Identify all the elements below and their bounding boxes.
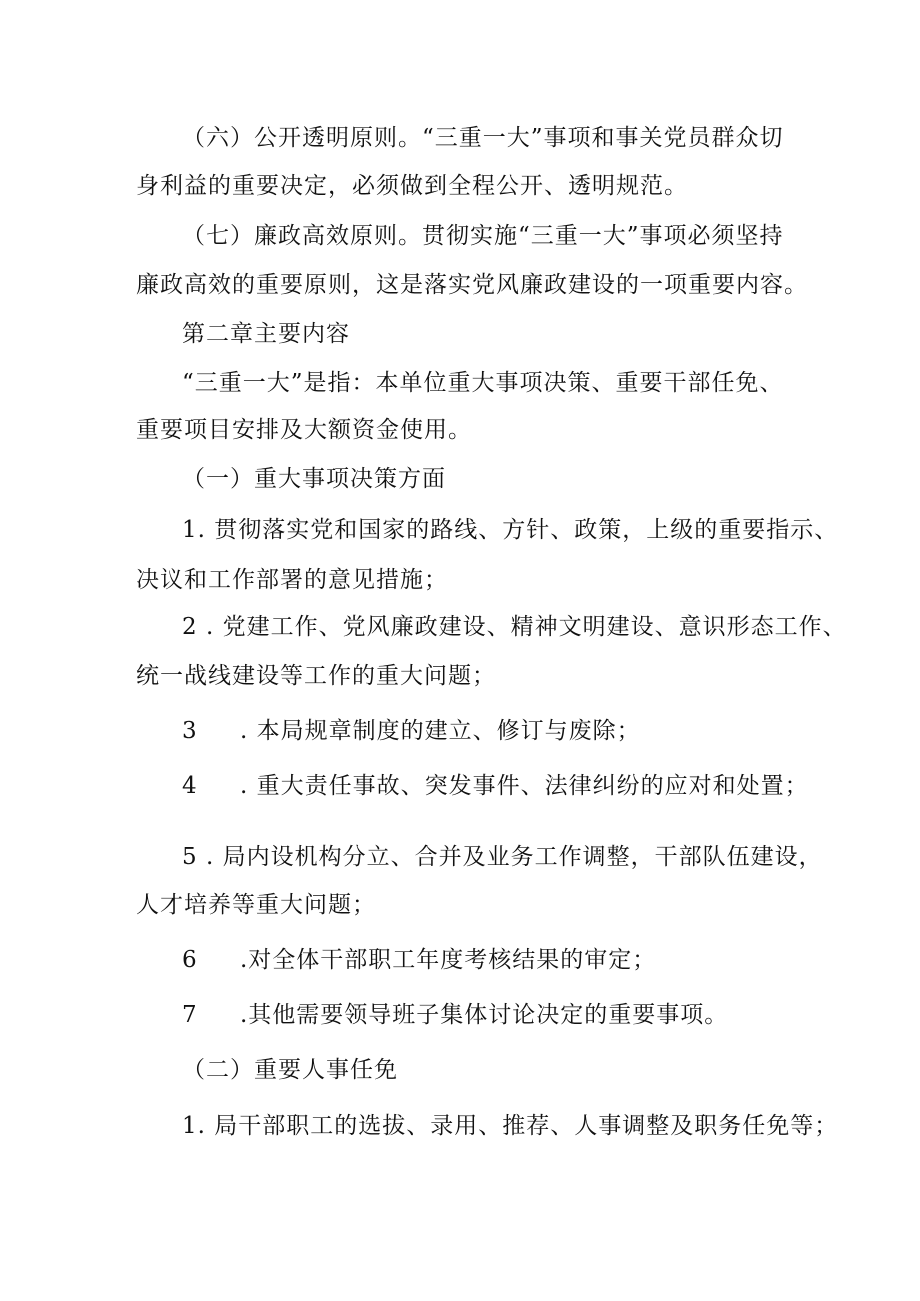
item-5-line-2: 人才培养等重大问题； xyxy=(136,892,376,918)
item-6-number: 6 xyxy=(182,947,197,973)
paragraph-principle-7-line-1: （七）廉政高效原则。贯彻实施“三重一大”事项必须坚持 xyxy=(182,223,784,249)
item-7-number: 7 xyxy=(182,1002,197,1028)
item-5-line-1: 5 . 局内设机构分立、合并及业务工作调整，干部队伍建设， xyxy=(182,844,823,870)
paragraph-principle-6-line-2: 身利益的重要决定，必须做到全程公开、透明规范。 xyxy=(136,173,688,199)
section-2-heading: （二）重要人事任免 xyxy=(182,1057,398,1083)
item-1-line-2: 决议和工作部署的意见措施； xyxy=(136,567,448,593)
item-3-number: 3 xyxy=(182,718,197,744)
chapter-2-heading: 第二章主要内容 xyxy=(182,321,350,347)
definition-line-1: “三重一大”是指：本单位重大事项决策、重要干部任免、 xyxy=(182,370,784,396)
definition-line-2: 重要项目安排及大额资金使用。 xyxy=(136,417,472,443)
item-6-text: .对全体干部职工年度考核结果的审定； xyxy=(240,947,657,973)
item-2-line-2: 统一战线建设等工作的重大问题； xyxy=(136,663,496,689)
item-1-line-1: 1. 贯彻落实党和国家的路线、方针、政策，上级的重要指示、 xyxy=(182,517,839,543)
section-2-item-1: 1. 局干部职工的选拔、录用、推荐、人事调整及职务任免等； xyxy=(182,1113,839,1139)
item-4-number: 4 xyxy=(182,773,197,799)
item-2-line-1: 2 . 党建工作、党风廉政建设、精神文明建设、意识形态工作、 xyxy=(182,614,847,640)
item-4-text: . 重大责任事故、突发事件、法律纠纷的应对和处置； xyxy=(240,773,809,799)
paragraph-principle-7-line-2: 廉政高效的重要原则，这是落实党风廉政建设的一项重要内容。 xyxy=(136,272,808,298)
section-1-heading: （一）重大事项决策方面 xyxy=(182,466,446,492)
paragraph-principle-6-line-1: （六）公开透明原则。“三重一大”事项和事关党员群众切 xyxy=(182,125,784,151)
item-3-text: . 本局规章制度的建立、修订与废除； xyxy=(240,718,641,744)
item-7-text: .其他需要领导班子集体讨论决定的重要事项。 xyxy=(240,1002,729,1028)
